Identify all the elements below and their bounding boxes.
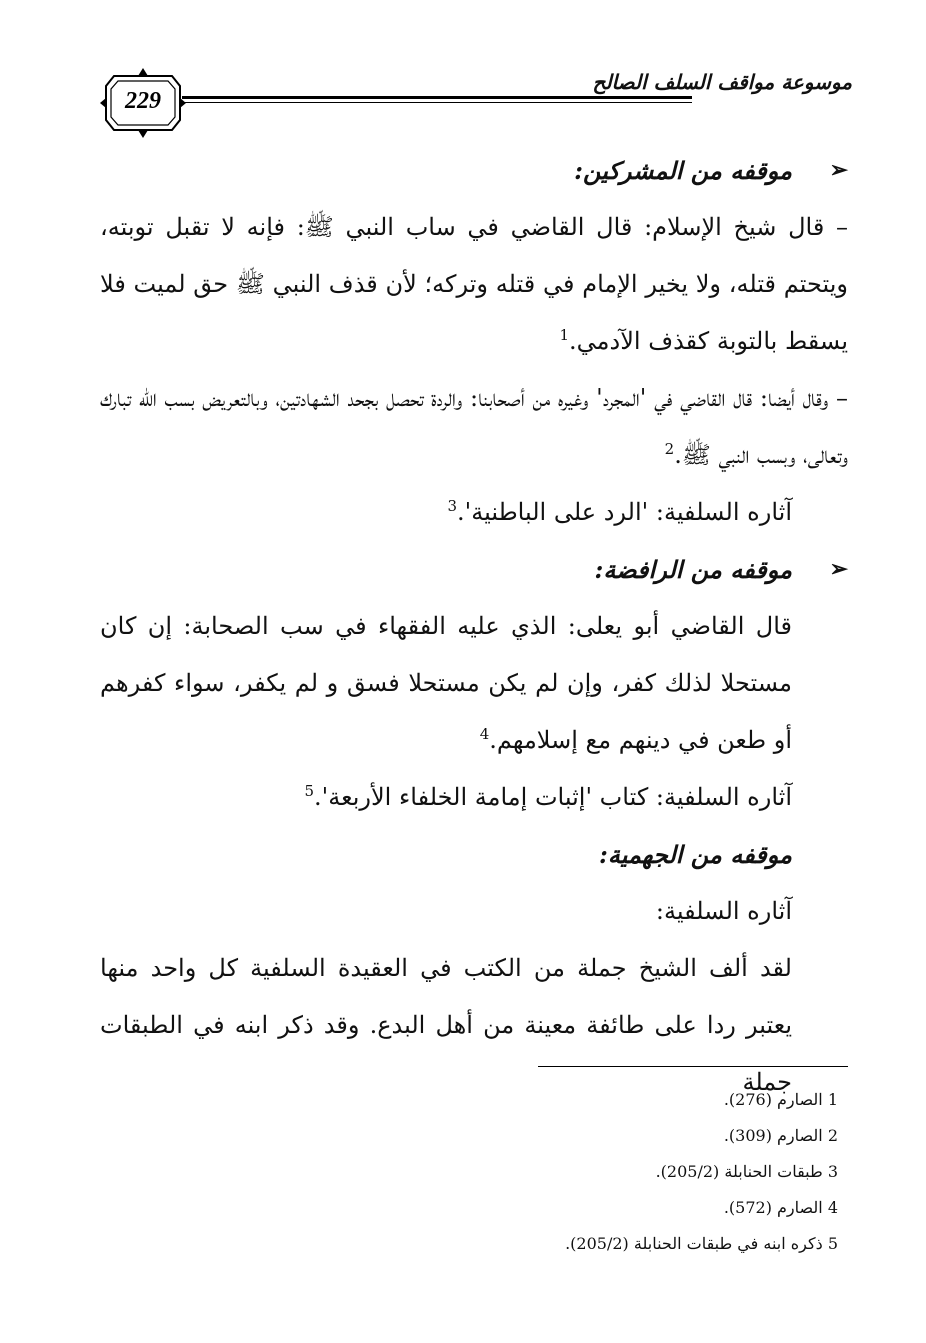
footnote-ref: 3 <box>447 497 457 515</box>
footnote: 5 ذكره ابنه في طبقات الحنابلة (205/2). <box>565 1234 838 1253</box>
footnote: 2 الصارم (309). <box>723 1126 838 1145</box>
page-number: 229 <box>125 88 161 114</box>
section-heading-mushrikin <box>100 142 848 199</box>
footnote-divider <box>538 1066 848 1067</box>
section-heading-rafida <box>100 541 848 598</box>
footnote: 3 طبقات الحنابلة (205/2). <box>655 1162 838 1181</box>
footnote-ref: 2 <box>664 440 675 458</box>
athar-line <box>100 883 848 940</box>
footnotes <box>400 1082 838 1262</box>
athar-line <box>100 769 848 826</box>
paragraph-text: لقد ألف الشيخ جملة من الكتب في العقيدة السلفية كل واحد منها يعتبر ردا على طائفة معينة من أهل البدع. وقد ذكر ابنه في الطبقات جملة <box>100 954 792 1096</box>
main-text <box>100 142 848 1111</box>
page-header <box>100 66 852 144</box>
heading-text: موقفه من المشركين: <box>574 156 792 185</box>
header-rule <box>182 96 692 103</box>
paragraph <box>100 199 848 370</box>
paragraph-text: قال القاضي أبو يعلى: الذي عليه الفقهاء في سب الصحابة: إن كان مستحلا لذلك كفر، وإن لم يكن مستحلا فسق و لم يكفر، سواء كفرهم أو طعن في دينهم مع إسلامهم. <box>100 612 792 754</box>
paragraph-text: – قال شيخ الإسلام: قال القاضي في ساب النبي ﷺ: فإنه لا تقبل توبته، ويتحتم قتله، ولا يخير الإمام في قتله وتركه؛ لأن قذف النبي ﷺ حق لميت فلا يسقط بالتوبة كقذف الآدمي. <box>100 213 849 355</box>
footnote-ref: 5 <box>304 782 315 800</box>
section-heading-jahmiyya <box>100 826 848 883</box>
series-title: موسوعة مواقف السلف الصالح <box>592 70 852 94</box>
arrow-bullet-icon: ➢ <box>829 157 848 183</box>
paragraph <box>100 370 848 484</box>
heading-text: موقفه من الرافضة: <box>594 555 792 584</box>
footnote: 4 الصارم (572). <box>723 1198 838 1217</box>
footnote: 1 الصارم (276). <box>723 1090 838 1109</box>
athar-text: آثاره السلفية: كتاب 'إثبات إمامة الخلفاء الأربعة'. <box>314 783 792 811</box>
footnote-ref: 1 <box>559 326 570 344</box>
athar-text: آثاره السلفية: <box>655 897 792 925</box>
heading-text: موقفه من الجهمية: <box>599 840 792 869</box>
athar-line <box>100 484 848 541</box>
athar-text: آثاره السلفية: 'الرد على الباطنية'. <box>456 498 792 526</box>
arrow-bullet-icon: ➢ <box>829 556 848 582</box>
paragraph-text: – وقال أيضا: قال القاضي في 'المجرد' وغيره من أصحابنا: والردة تحصل بجحد الشهادتين، وبالتعريض بسب الله تبارك وتعالى، وبسب النبي ﷺ. <box>100 384 848 469</box>
page-number-badge <box>100 68 186 138</box>
footnote-ref: 4 <box>479 725 490 743</box>
paragraph <box>100 598 848 769</box>
